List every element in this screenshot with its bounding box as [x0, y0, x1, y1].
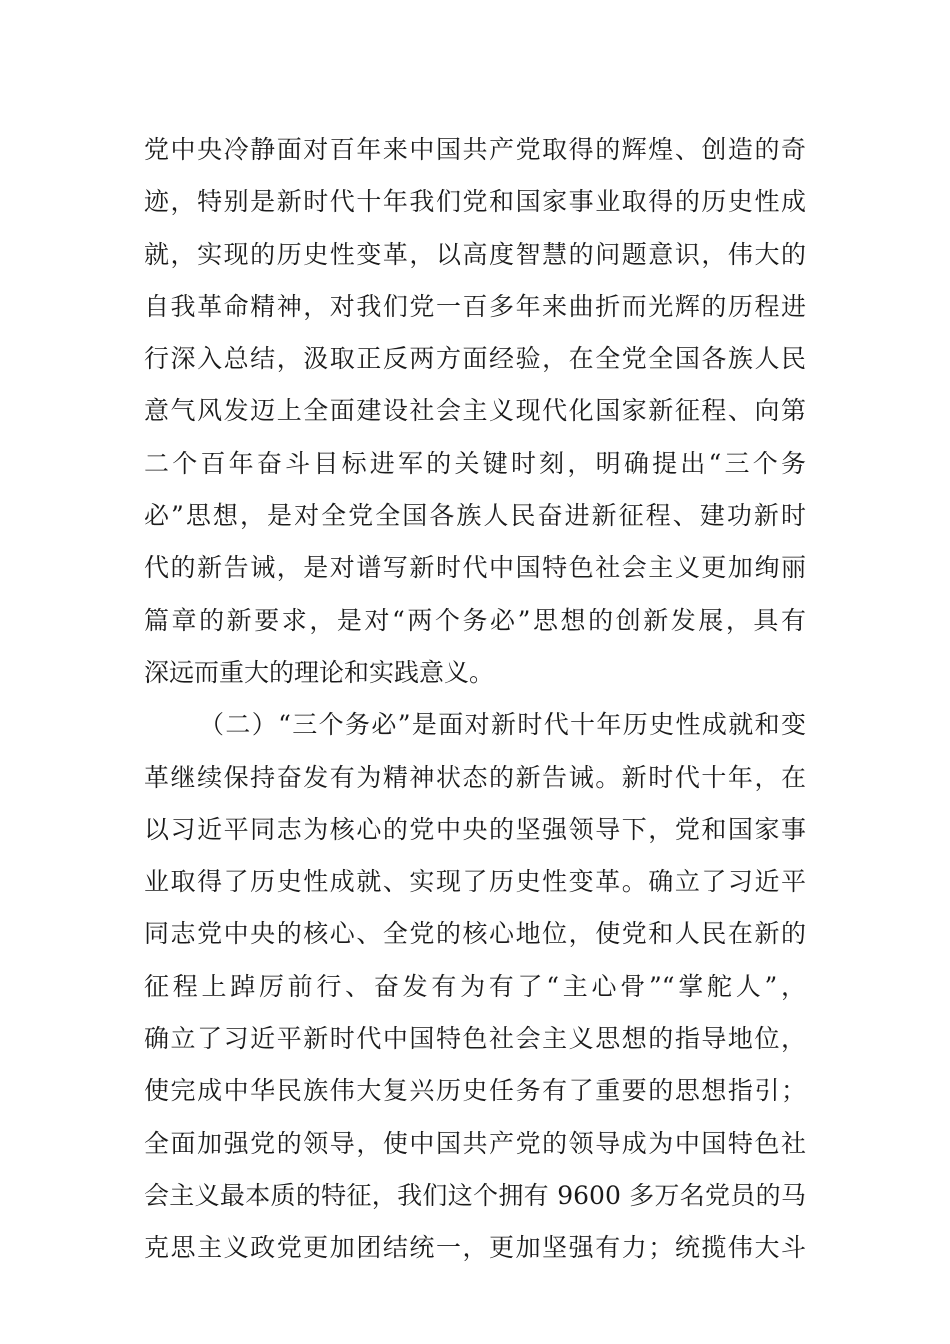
body-text: [144, 124, 806, 1275]
text-line: 代的新告诫，是对谱写新时代中国特色社会主义更加绚丽: [144, 553, 806, 583]
text-line: 二个百年奋斗目标进军的关键时刻，明确提出“三个务: [144, 448, 806, 478]
text-line: 会主义最本质的特征，我们这个拥有 9600 多万名党员的马: [144, 1180, 806, 1210]
text-line: 自我革命精神，对我们党一百多年来曲折而光辉的历程进: [144, 291, 806, 321]
text-line: 业取得了历史性成就、实现了历史性变革。确立了习近平: [144, 867, 806, 897]
text-line: 行深入总结，汲取正反两方面经验，在全党全国各族人民: [144, 344, 806, 374]
text-line: 意气风发迈上全面建设社会主义现代化国家新征程、向第: [144, 396, 806, 426]
text-line: 篇章的新要求，是对“两个务必”思想的创新发展，具有: [144, 605, 806, 635]
paragraph-end-line: 深远而重大的理论和实践意义。: [144, 657, 495, 687]
text-line: 以习近平同志为核心的党中央的坚强领导下，党和国家事: [144, 814, 806, 844]
text-line: 征程上踔厉前行、奋发有为有了“主心骨”“掌舵人”，: [144, 971, 806, 1001]
text-line: 全面加强党的领导，使中国共产党的领导成为中国特色社: [144, 1128, 806, 1158]
text-line: 党中央冷静面对百年来中国共产党取得的辉煌、创造的奇: [144, 135, 806, 164]
text-line: 必”思想，是对全党全国各族人民奋进新征程、建功新时: [144, 501, 806, 531]
text-line: 革继续保持奋发有为精神状态的新告诫。新时代十年，在: [144, 762, 806, 792]
text-line: 克思主义政党更加团结统一，更加坚强有力；统揽伟大斗: [144, 1233, 806, 1263]
text-line: 就，实现的历史性变革，以高度智慧的问题意识，伟大的: [144, 239, 806, 269]
text-line: 同志党中央的核心、全党的核心地位，使党和人民在新的: [144, 919, 806, 949]
section-heading-line: （二）“三个务必”是面对新时代十年历史性成就和变: [199, 710, 806, 740]
text-line: 确立了习近平新时代中国特色社会主义思想的指导地位，: [144, 1024, 806, 1054]
text-line: 迹，特别是新时代十年我们党和国家事业取得的历史性成: [144, 187, 806, 217]
text-line: 使完成中华民族伟大复兴历史任务有了重要的思想指引；: [144, 1076, 806, 1106]
